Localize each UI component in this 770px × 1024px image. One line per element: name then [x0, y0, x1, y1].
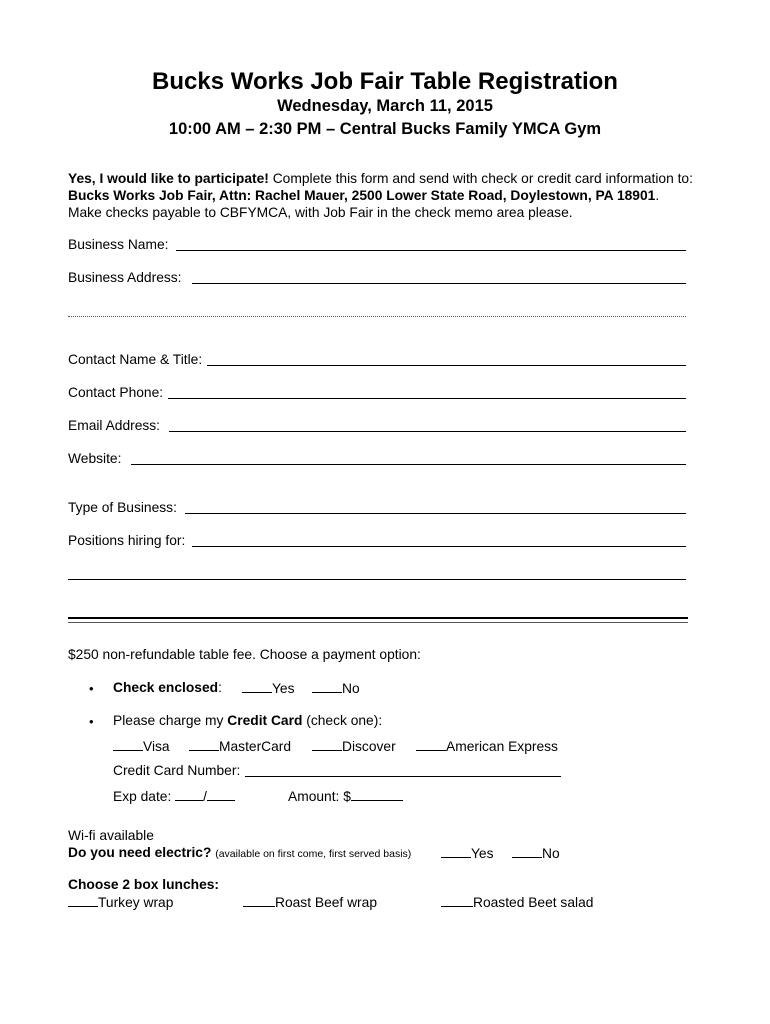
lunch-turkey-option[interactable]: Turkey wrap — [68, 894, 173, 910]
bullet-icon: • — [89, 681, 94, 696]
page-title: Bucks Works Job Fair Table Registration — [152, 68, 618, 95]
electric-label: Do you need electric? — [68, 845, 212, 860]
positions-field-2[interactable] — [68, 579, 686, 580]
email-label: Email Address: — [68, 418, 161, 433]
card-mastercard-blank[interactable] — [189, 738, 219, 751]
business-address-field-2[interactable] — [68, 316, 686, 317]
contact-phone-field[interactable] — [168, 398, 686, 399]
website-field[interactable] — [131, 464, 686, 465]
check-enclosed-label: Check enclosed — [113, 680, 219, 695]
electric-question — [68, 845, 411, 860]
fee-text: $250 non-refundable table fee. Choose a payment option: — [68, 647, 421, 662]
card-mastercard-option[interactable]: MasterCard — [189, 738, 291, 754]
section-divider — [68, 617, 688, 623]
exp-date-row: Exp date: / — [113, 788, 235, 804]
cc-number-label: Credit Card Number: — [113, 763, 241, 778]
card-discover-option[interactable]: Discover — [312, 738, 396, 754]
amount-row — [288, 788, 403, 804]
electric-note: (available on first come, first served basis) — [215, 848, 412, 860]
check-yes-option[interactable]: Yes — [242, 680, 295, 696]
type-of-business-field[interactable] — [185, 513, 686, 514]
exp-date-label: Exp date: — [113, 789, 172, 804]
checks-note: Make checks payable to CBFYMCA, with Job Fair in the check memo area please. — [68, 205, 573, 220]
business-name-label: Business Name: — [68, 237, 169, 252]
card-discover-blank[interactable] — [312, 738, 342, 751]
electric-yes-option[interactable]: Yes — [441, 845, 494, 861]
exp-month-field[interactable] — [175, 788, 203, 801]
card-visa-option[interactable]: Visa — [113, 738, 170, 754]
intro-lead: Yes, I would like to participate! — [68, 171, 269, 186]
positions-label: Positions hiring for: — [68, 533, 186, 548]
business-address-field[interactable] — [192, 283, 686, 284]
positions-field[interactable] — [192, 546, 686, 547]
business-address-label: Business Address: — [68, 270, 182, 285]
cc-number-field[interactable] — [245, 776, 561, 777]
email-field[interactable] — [169, 431, 686, 432]
check-no-blank[interactable] — [312, 680, 342, 693]
lunch-roast-beef-option[interactable]: Roast Beef wrap — [243, 894, 377, 910]
lunch-heading: Choose 2 box lunches: — [68, 877, 220, 892]
check-enclosed-row: Check enclosed: — [113, 680, 222, 695]
card-amex-blank[interactable] — [416, 738, 446, 751]
check-yes-blank[interactable] — [242, 680, 272, 693]
lunch-turkey-blank[interactable] — [68, 894, 98, 907]
business-name-field[interactable] — [176, 250, 686, 251]
electric-no-blank[interactable] — [512, 845, 542, 858]
bullet-icon: • — [89, 714, 94, 729]
check-no-option[interactable]: No — [312, 680, 360, 696]
amount-label: Amount: $ — [288, 789, 351, 804]
contact-phone-label: Contact Phone: — [68, 385, 164, 400]
intro-line — [68, 171, 693, 186]
credit-card-line: Please charge my Credit Card (check one): — [113, 713, 383, 728]
event-date: Wednesday, March 11, 2015 — [277, 97, 493, 115]
event-time-location: 10:00 AM – 2:30 PM – Central Bucks Family YMCA Gym — [168, 120, 602, 138]
website-label: Website: — [68, 451, 122, 466]
lunch-beet-salad-option[interactable]: Roasted Beet salad — [441, 894, 593, 910]
lunch-roast-beef-blank[interactable] — [243, 894, 275, 907]
contact-name-label: Contact Name & Title: — [68, 352, 203, 367]
card-visa-blank[interactable] — [113, 738, 143, 751]
electric-no-option[interactable]: No — [512, 845, 560, 861]
exp-year-field[interactable] — [207, 788, 235, 801]
lunch-beet-salad-blank[interactable] — [441, 894, 473, 907]
type-of-business-label: Type of Business: — [68, 500, 177, 515]
amount-field[interactable] — [351, 788, 403, 801]
intro-lead-rest: Complete this form and send with check or credit card information to: — [268, 171, 693, 186]
card-amex-option[interactable]: American Express — [416, 738, 558, 754]
wifi-note: Wi-fi available — [68, 828, 154, 843]
credit-card-label: Credit Card — [227, 713, 303, 728]
mailing-address: Bucks Works Job Fair, Attn: Rachel Mauer, 2500 Lower State Road, Doylestown, PA 18901 — [68, 188, 656, 203]
electric-yes-blank[interactable] — [441, 845, 471, 858]
contact-name-field[interactable] — [207, 365, 686, 366]
mailing-address-line: Bucks Works Job Fair, Attn: Rachel Mauer, 2500 Lower State Road, Doylestown, PA 18901. — [68, 188, 660, 203]
